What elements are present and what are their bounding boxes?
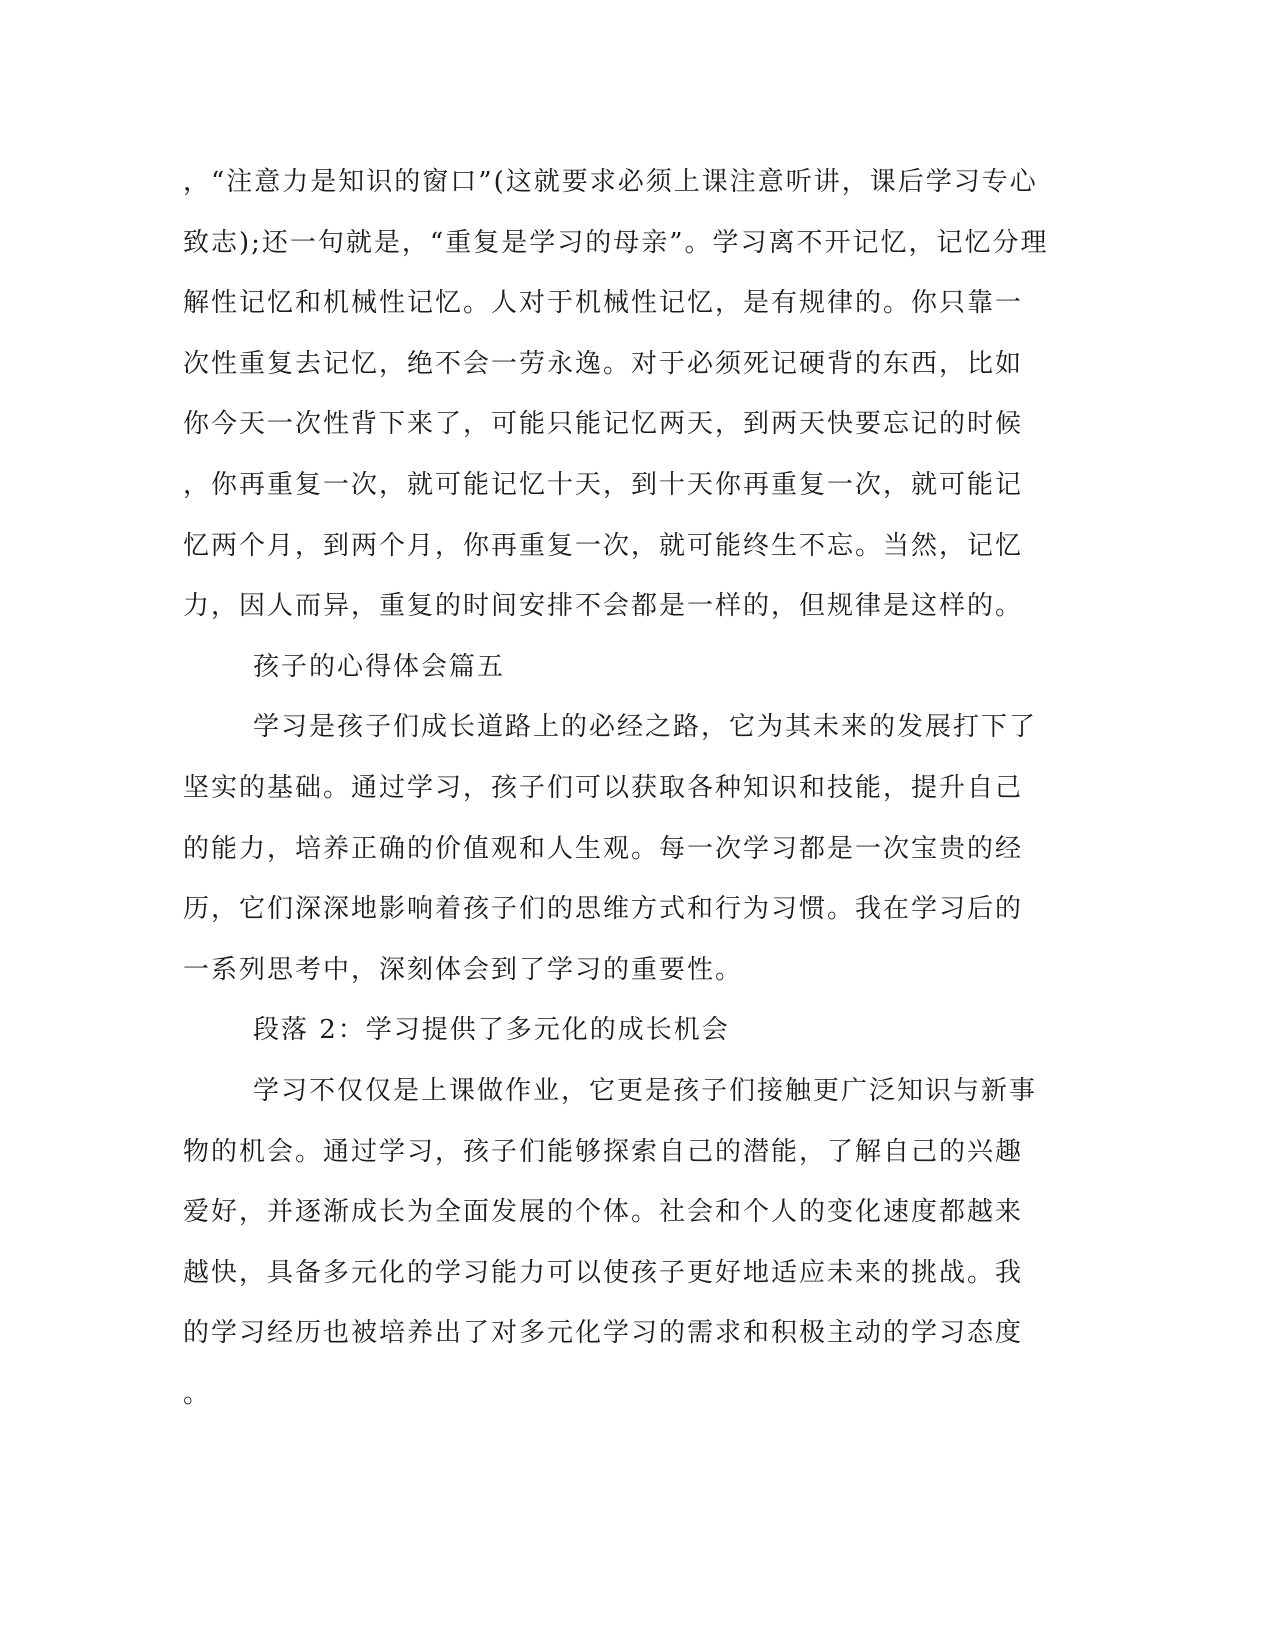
document-body: [183, 158, 1063, 1430]
text-line: 致志);还一句就是，“重复是学习的母亲”。学习离不开记忆，记忆分理: [183, 227, 1049, 258]
text-line: 物的机会。通过学习，孩子们能够探索自己的潜能，了解自己的兴趣: [183, 1136, 1024, 1167]
text-line: ，“注意力是知识的窗口”(这就要求必须上课注意听讲，课后学习专心: [183, 167, 1038, 197]
text-line: 学习是孩子们成长道路上的必经之路，它为其未来的发展打下了: [253, 712, 1038, 743]
text-line: 。: [183, 1378, 212, 1409]
text-line: 一系列思考中，深刻体会到了学习的重要性。: [183, 954, 744, 985]
text-line: 次性重复去记忆，绝不会一劳永逸。对于必须死记硬背的东西，比如: [183, 348, 1024, 379]
text-line: 力，因人而异，重复的时间安排不会都是一样的，但规律是这样的。: [183, 591, 1024, 622]
text-line: 越快，具备多元化的学习能力可以使孩子更好地适应未来的挑战。我: [183, 1257, 1024, 1288]
text-line: 你今天一次性背下来了，可能只能记忆两天，到两天快要忘记的时候: [183, 409, 1024, 440]
text-line: 的能力，培养正确的价值观和人生观。每一次学习都是一次宝贵的经: [183, 833, 1024, 864]
text-line: 历，它们深深地影响着孩子们的思维方式和行为习惯。我在学习后的: [183, 894, 1024, 925]
text-line: 爱好，并逐渐成长为全面发展的个体。社会和个人的变化速度都越来: [183, 1197, 1024, 1228]
section-heading: 孩子的心得体会篇五: [253, 651, 506, 682]
text-line: 的学习经历也被培养出了对多元化学习的需求和积极主动的学习态度: [183, 1318, 1024, 1349]
text-line: 解性记忆和机械性记忆。人对于机械性记忆，是有规律的。你只靠一: [183, 288, 1024, 319]
paragraph-heading: 段落 2：学习提供了多元化的成长机会: [253, 1015, 730, 1046]
text-line: 坚实的基础。通过学习，孩子们可以获取各种知识和技能，提升自己: [183, 772, 1024, 803]
text-line: ，你再重复一次，就可能记忆十天，到十天你再重复一次，就可能记: [183, 469, 1024, 500]
text-line: 学习不仅仅是上课做作业，它更是孩子们接触更广泛知识与新事: [253, 1075, 1038, 1106]
text-line: 忆两个月，到两个月，你再重复一次，就可能终生不忘。当然，记忆: [183, 530, 1024, 561]
